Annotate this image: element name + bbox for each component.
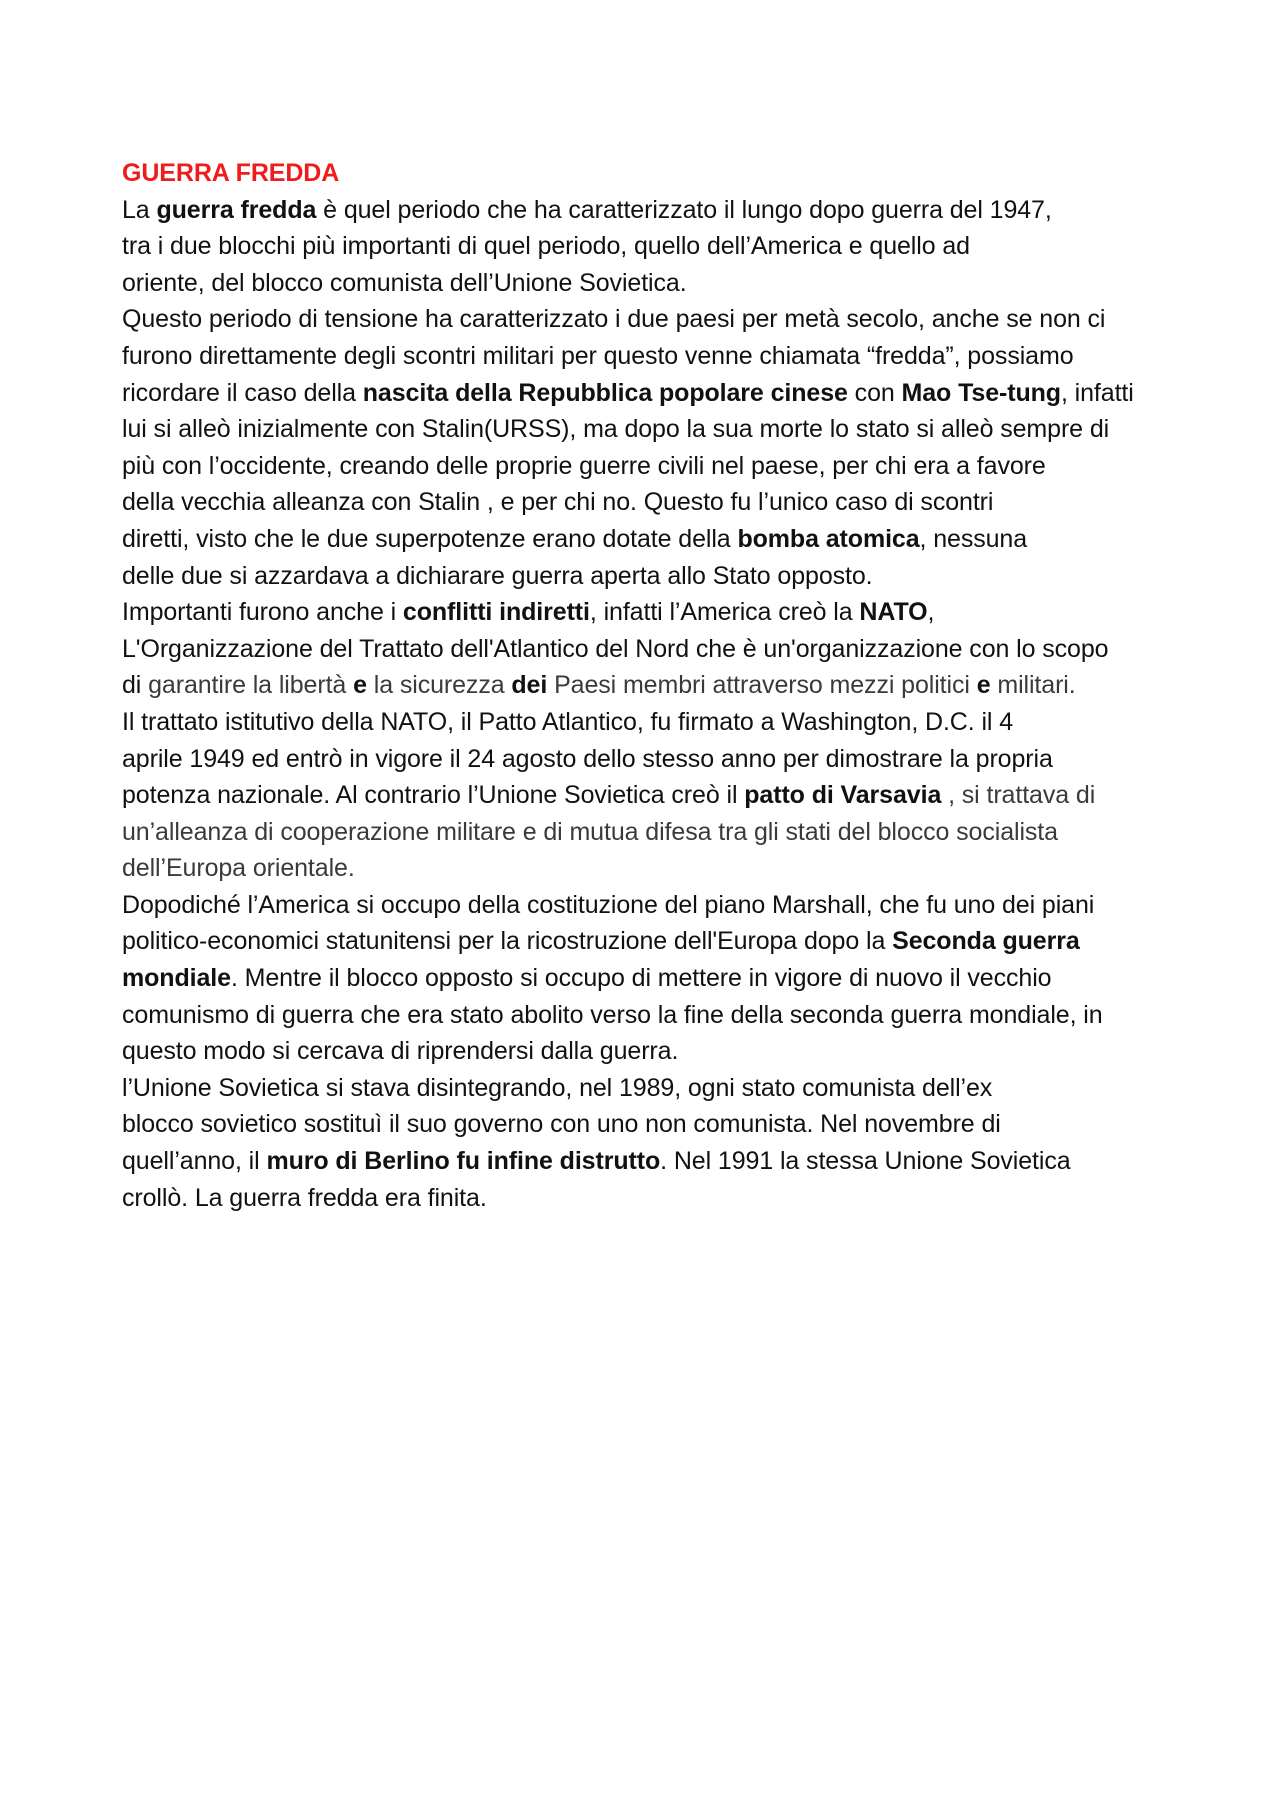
text-segment: diretti, visto che le due superpotenze erano dotate della [122,524,738,553]
text-line [122,521,1232,558]
text-line [122,301,1232,338]
text-line [122,1070,1232,1107]
text-line [122,1180,1232,1217]
text-segment: , infatti l’America creò la [589,598,860,627]
text-segment: Importanti furono anche i [122,598,403,627]
text-segment: un’alleanza di cooperazione militare e di mutua difesa tra gli stati del blocco socialista [122,817,1058,846]
text-segment: , [927,598,935,627]
document-title: GUERRA FREDDA [122,159,340,187]
bold-text: e [353,671,367,700]
text-segment: Dopodiché l’America si occupo della costituzione del piano Marshall, che fu uno dei piani [122,890,1095,919]
bold-text: bomba atomica [737,524,920,553]
text-line [122,338,1232,375]
paragraph-lines [122,192,1232,1217]
text-line [122,850,1232,887]
text-line [122,411,1232,448]
bold-text: muro di Berlino fu infine distrutto [266,1147,661,1176]
text-segment: furono direttamente degli scontri militari per questo venne chiamata “fredda”, possiamo [122,341,1074,370]
text-segment: . Mentre il blocco opposto si occupo di mettere in vigore di nuovo il vecchio [230,964,1052,993]
text-segment: delle due si azzardava a dichiarare guerra aperta allo Stato opposto. [122,561,873,590]
text-segment: crollò. La guerra fredda era finita. [122,1183,487,1212]
bold-text: mondiale [122,964,231,993]
text-line [122,1143,1232,1180]
text-segment: questo modo si cercava di riprendersi dalla guerra. [122,1037,679,1066]
text-segment: è quel periodo che ha caratterizzato il lungo dopo guerra del 1947, [316,195,1052,224]
text-line [122,375,1232,412]
text-segment: , nessuna [919,524,1028,553]
text-segment: L'Organizzazione del Trattato dell'Atlantico del Nord che è un'organizzazione con lo scopo [122,634,1109,663]
bold-text: nascita della Repubblica popolare cinese [362,378,848,407]
text-segment: la sicurezza [366,671,512,700]
text-line [122,594,1232,631]
text-segment: con [847,378,902,407]
bold-text: Seconda guerra [892,927,1080,956]
text-line [122,814,1232,851]
document-body [122,155,1232,1216]
text-line [122,704,1232,741]
text-line [122,997,1232,1034]
text-line [122,960,1232,997]
text-segment: comunismo di guerra che era stato abolito verso la fine della seconda guerra mondiale, in [122,1000,1103,1029]
text-segment: oriente, del blocco comunista dell’Unione Sovietica. [122,268,687,297]
text-segment: , si trattava di [941,781,1096,810]
text-line [122,192,1232,229]
text-segment: di [122,671,149,700]
text-line [122,228,1232,265]
text-segment: blocco sovietico sostituì il suo governo con uno non comunista. Nel novembre di [122,1110,1001,1139]
text-segment: della vecchia alleanza con Stalin , e per chi no. Questo fu l’unico caso di scontri [122,488,994,517]
text-segment: ricordare il caso della [122,378,363,407]
text-line [122,741,1232,778]
text-segment: Paesi membri attraverso mezzi politici [547,671,977,700]
text-segment: tra i due blocchi più importanti di quel periodo, quello dell’America e quello ad [122,232,970,261]
text-segment: potenza nazionale. Al contrario l’Unione Sovietica creò il [122,781,745,810]
text-line [122,1106,1232,1143]
text-segment: aprile 1949 ed entrò in vigore il 24 agosto dello stesso anno per dimostrare la propria [122,744,1053,773]
text-segment: l’Unione Sovietica si stava disintegrando, nel 1989, ogni stato comunista dell’ex [122,1073,993,1102]
text-line [122,265,1232,302]
bold-text: conflitti indiretti [402,598,590,627]
bold-text: Mao Tse-tung [901,378,1061,407]
text-line [122,923,1232,960]
text-segment: Il trattato istitutivo della NATO, il Patto Atlantico, fu firmato a Washington, D.C. il 4 [122,707,1014,736]
bold-text: e [976,671,991,700]
text-segment: . Nel 1991 la stessa Unione Sovietica [660,1147,1071,1176]
text-line [122,631,1232,668]
text-segment: dell’Europa orientale. [122,854,355,883]
text-line [122,484,1232,521]
text-segment: lui si alleò inizialmente con Stalin(URSS), ma dopo la sua morte lo stato si alleò sempre di [122,415,1110,444]
text-line [122,558,1232,595]
bold-text: guerra fredda [156,195,317,224]
bold-text: patto di Varsavia [744,781,942,810]
text-line [122,667,1232,704]
text-line [122,777,1232,814]
text-line [122,448,1232,485]
text-segment: più con l’occidente, creando delle proprie guerre civili nel paese, per chi era a favore [122,451,1046,480]
text-line [122,1033,1232,1070]
text-segment: garantire la libertà [148,671,354,700]
text-segment: politico-economici statunitensi per la ricostruzione dell'Europa dopo la [122,927,893,956]
text-segment: Questo periodo di tensione ha caratterizzato i due paesi per metà secolo, anche se non ci [122,305,1106,334]
bold-text: dei [511,671,548,700]
text-segment: La [122,195,157,224]
text-segment: militari. [990,671,1076,700]
bold-text: NATO [859,598,928,627]
text-line [122,887,1232,924]
text-segment: , infatti [1060,378,1134,407]
text-segment: quell’anno, il [122,1147,267,1176]
